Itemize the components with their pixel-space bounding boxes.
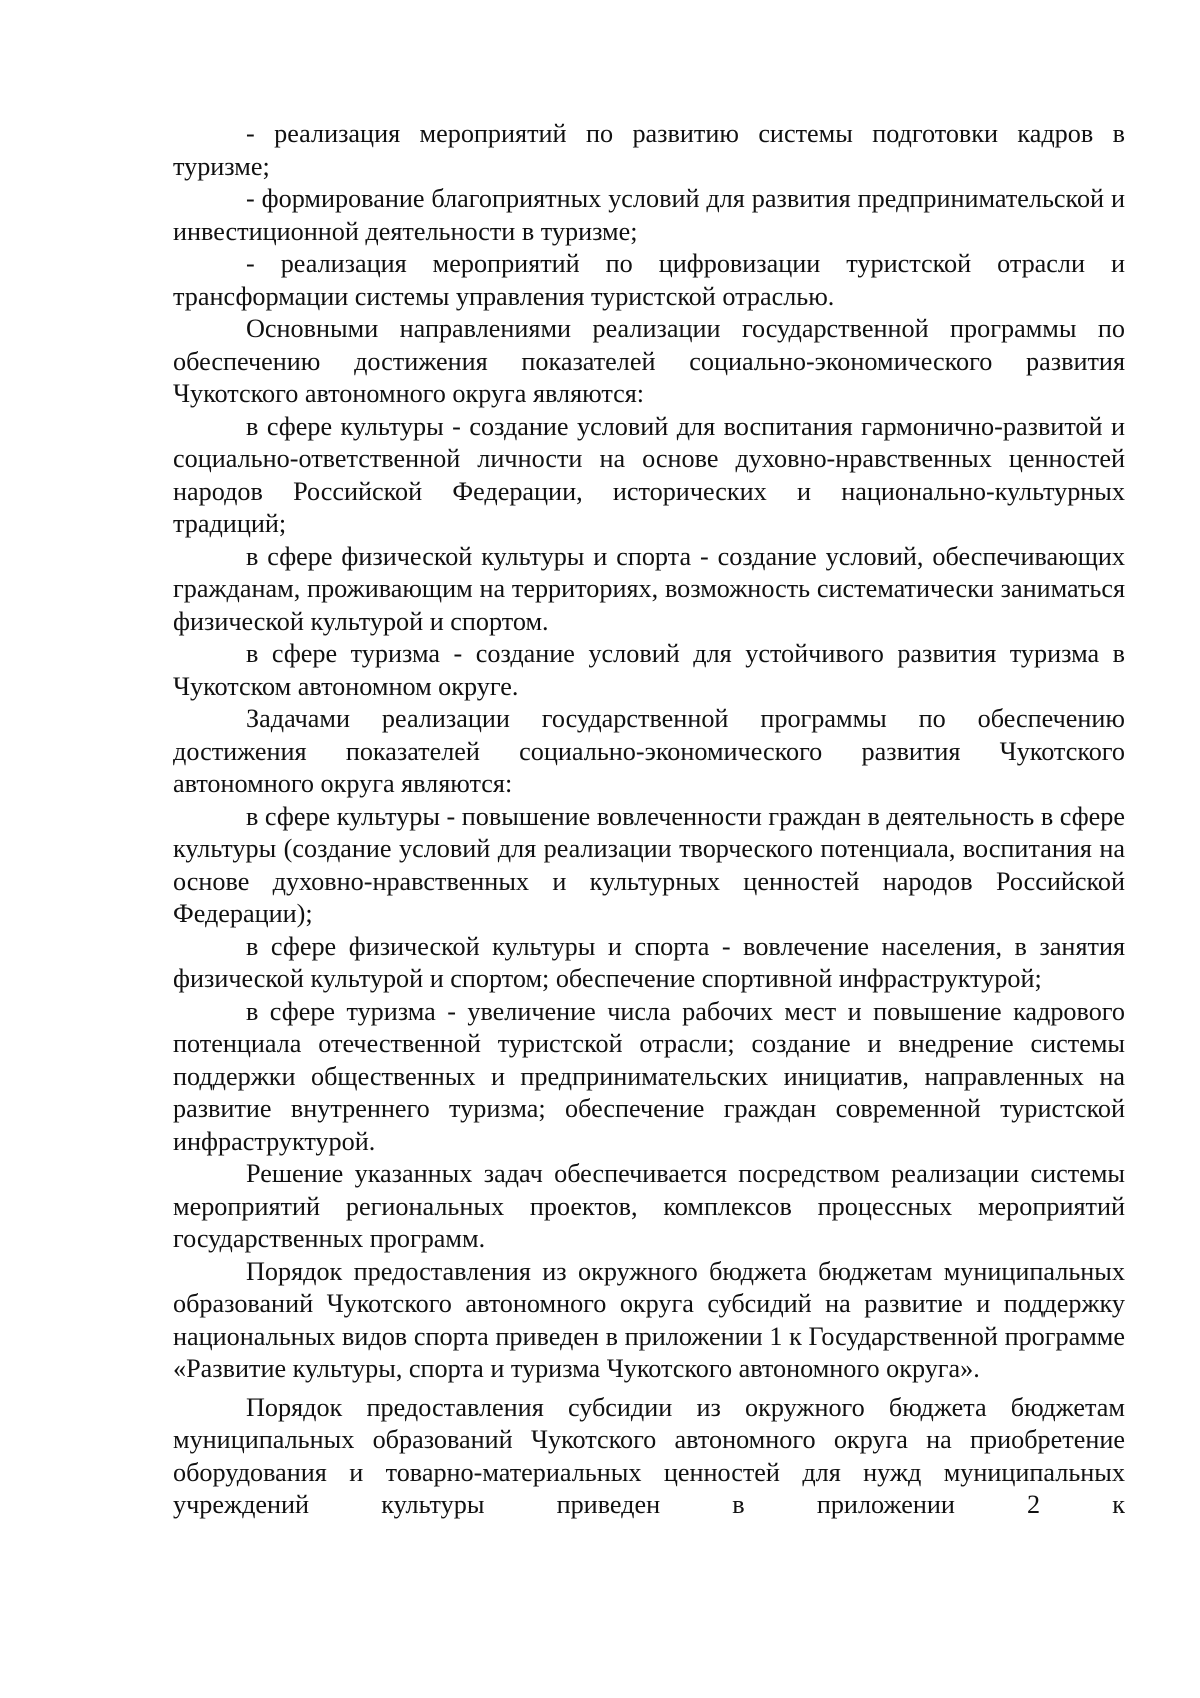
paragraph-culture-objective: в сфере культуры - повышение вовлеченности граждан в деятельность в сфере культуры (создание условий для реализации творческого потенциала, воспитания на основе духовно-нравственных и культурных ценностей народов Российской Федерации); (173, 801, 1125, 928)
paragraph-tourism-direction: в сфере туризма - создание условий для устойчивого развития туризма в Чукотском автономном округе. (173, 639, 1125, 701)
paragraph-sport-objective: в сфере физической культуры и спорта - вовлечение населения, в занятия физической культурой и спортом; обеспечение спортивной инфраструктурой; (173, 931, 1125, 993)
paragraph-culture-direction: в сфере культуры - создание условий для воспитания гармонично-развитой и социально-ответственной личности на основе духовно-нравственных ценностей народов Российской Федерации, исторических и национально-культурных традиций; (173, 411, 1125, 538)
paragraph-sport-direction: в сфере физической культуры и спорта - создание условий, обеспечивающих гражданам, проживающим на территориях, возможность систематически заниматься физической культурой и спортом. (173, 541, 1125, 636)
paragraph-business-conditions: - формирование благоприятных условий для развития предпринимательской и инвестиционной деятельности в туризме; (173, 184, 1125, 246)
paragraph-appendix-2: Порядок предоставления субсидии из окружного бюджета бюджетам муниципальных образований Чукотского автономного округа на приобретение оборудования и товарно-материальных ценностей для нужд муниципальных учреждений культуры приведен в приложении 2 к (173, 1392, 1125, 1519)
paragraph-digitalization: - реализация мероприятий по цифровизации туристской отрасли и трансформации системы управления туристской отраслью. (173, 249, 1125, 311)
paragraph-main-directions: Основными направлениями реализации государственной программы по обеспечению достижения показателей социально-экономического развития Чукотского автономного округа являются: (173, 314, 1125, 408)
paragraph-tourism-objective: в сфере туризма - увеличение числа рабочих мест и повышение кадрового потенциала отечественной туристской отрасли; создание и внедрение системы поддержки общественных и предпринимательских инициатив, направленных на развитие внутреннего туризма; обеспечение граждан современной туристской инфраструктурой. (173, 996, 1125, 1156)
paragraph-objectives: Задачами реализации государственной программы по обеспечению достижения показателей социально-экономического развития Чукотского автономного округа являются: (173, 704, 1125, 798)
paragraph-appendix-1: Порядок предоставления из окружного бюджета бюджетам муниципальных образований Чукотского автономного округа субсидий на развитие и поддержку национальных видов спорта приведен в приложении 1 к Государственной программе «Развитие культуры, спорта и туризма Чукотского автономного округа». (173, 1256, 1125, 1383)
paragraph-solution: Решение указанных задач обеспечивается посредством реализации системы мероприятий региональных проектов, комплексов процессных мероприятий государственных программ. (173, 1159, 1125, 1253)
paragraph-personnel-training: - реализация мероприятий по развитию системы подготовки кадров в туризме; (173, 119, 1125, 181)
document-body (173, 118, 1125, 1522)
